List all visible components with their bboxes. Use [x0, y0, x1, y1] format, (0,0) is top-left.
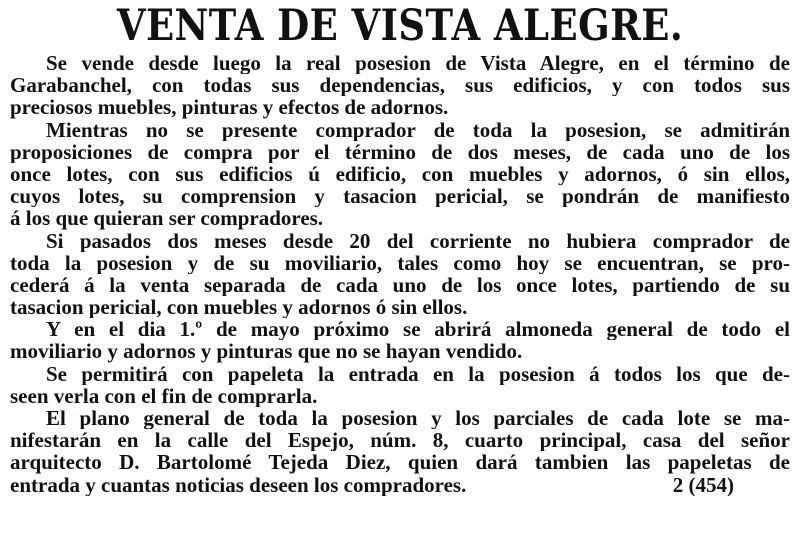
paragraph-2	[10, 119, 790, 230]
text-line: preciosos muebles, pinturas y efectos de adornos.	[10, 96, 449, 119]
insertion-mark: 2 (454)	[672, 473, 734, 496]
text-line: seen verla con el fin de comprarla.	[10, 384, 318, 407]
text-line: Se permitirá con papeleta la entrada en la posesion á todos los que de-	[46, 362, 790, 385]
text-line: Si pasados dos meses desde 20 del corriente no hubiera comprador de	[46, 229, 790, 252]
text-line: moviliario y adornos y pinturas que no se hayan vendido.	[10, 340, 523, 363]
text-line: á los que quieran ser compradores.	[10, 207, 324, 230]
paragraph-5	[10, 363, 790, 407]
text-line: Se vende desde luego la real posesion de Vista Alegre, en el término de	[46, 52, 790, 75]
paragraph-6	[10, 407, 790, 496]
sale-notice	[10, 0, 790, 496]
text-line: Y en el dia 1.º de mayo próximo se abrirá almoneda general de todo el	[46, 318, 790, 341]
text-line: Garabanchel, con todas sus dependencias, sus edificios, y con todos sus	[10, 74, 790, 97]
closing-line	[10, 474, 790, 496]
text-line: once lotes, con sus edificios ú edificio, con muebles y adornos, ó sin ellos,	[10, 162, 790, 186]
paragraph-3	[10, 230, 790, 319]
text-line: arquitecto D. Bartolomé Tejeda Diez, quien dará tambien las papeletas de	[10, 451, 790, 474]
text-line: cederá á la venta separada de cada uno de los once lotes, partiendo de su	[10, 273, 790, 297]
text-line: nifestarán en la calle del Espejo, núm. 8, cuarto principal, casa del señor	[10, 429, 790, 452]
text-line: entrada y cuantas noticias deseen los compradores.	[10, 473, 467, 496]
paragraph-4	[10, 318, 790, 362]
text-line: tasacion pericial, con muebles y adornos ó sin ellos.	[10, 296, 468, 319]
paragraph-1	[10, 52, 790, 119]
text-line: cuyos lotes, su comprension y tasacion pericial, se pondrán de manifiesto	[10, 185, 790, 208]
text-line: El plano general de toda la posesion y los parciales de cada lote se ma-	[46, 407, 790, 430]
text-line: toda la posesion y de su moviliario, tales como hoy se encuentran, se pro-	[10, 251, 790, 274]
notice-title: VENTA DE VISTA ALEGRE.	[116, 1, 684, 51]
text-line: proposiciones de compra por el término de dos meses, de cada uno de los	[10, 140, 790, 163]
text-line: Mientras no se presente comprador de toda la posesion, se admitirán	[46, 118, 790, 141]
